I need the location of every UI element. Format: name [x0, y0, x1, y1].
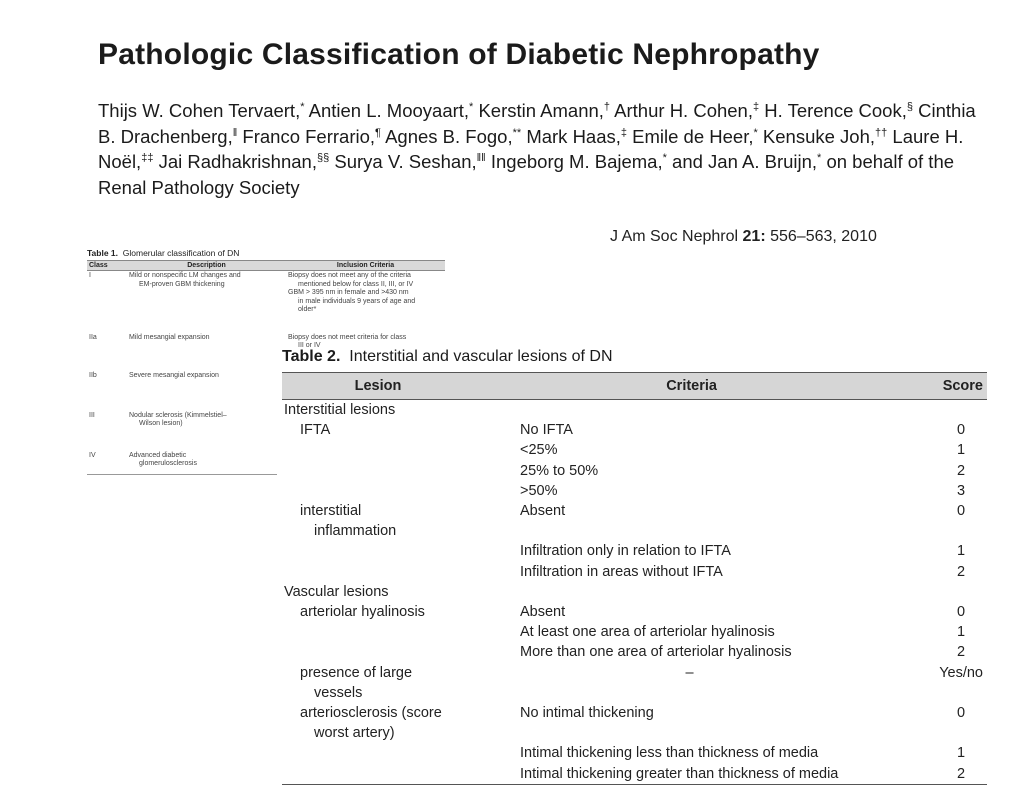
journal-pages: 556–563, 2010 — [770, 228, 877, 245]
t2-criteria-cell: Absent — [520, 503, 566, 520]
author-affiliation-mark: † — [603, 100, 611, 113]
t1-class-cell: IIa — [89, 333, 97, 341]
t2-score-cell: 2 — [957, 644, 966, 661]
t2-score-cell: 2 — [909, 764, 987, 785]
author-name: and Jan A. Bruijn, — [672, 151, 818, 173]
t2-header-criteria: Criteria — [474, 373, 909, 400]
t2-score-cell: 0 — [957, 503, 966, 520]
t1-description-line: Mild mesangial expansion — [129, 333, 210, 341]
t1-description-line: EM-proven GBM thickening — [139, 280, 225, 288]
t1-description-cell — [127, 271, 286, 333]
t2-lesion-line: presence of large — [300, 664, 413, 681]
t1-description-cell — [127, 451, 286, 481]
author-affiliation-mark: * — [300, 100, 305, 113]
t2-score-cell: Yes/no — [939, 664, 983, 681]
t2-score-cell: 1 — [957, 543, 966, 560]
author-affiliation-mark: ‡ — [620, 126, 628, 139]
t2-criteria-cell: Infiltration only in relation to IFTA — [520, 543, 731, 560]
table-row — [282, 622, 987, 642]
author-name: Thijs W. Cohen Tervaert, — [98, 100, 301, 121]
t2-criteria-cell: <25% — [520, 442, 558, 459]
table-row — [282, 663, 987, 703]
t2-lesion-line: arteriosclerosis (score — [300, 705, 442, 722]
t1-criteria-line: mentioned below for class II, III, or IV — [298, 280, 414, 288]
t2-criteria-cell: More than one area of arteriolar hyalinosis — [520, 644, 792, 661]
author-affiliation-mark: § — [906, 100, 913, 113]
t1-criteria-line: Biopsy does not meet any of the criteria — [288, 272, 411, 279]
t2-criteria-cell: – — [685, 664, 694, 681]
table-row — [282, 541, 987, 561]
t2-score-cell: 1 — [957, 442, 966, 459]
journal-volume: 21: — [742, 228, 766, 245]
author-list — [98, 98, 978, 200]
author-affiliation-mark: * — [469, 100, 474, 113]
t2-lesion-line: IFTA — [300, 422, 331, 439]
t2-lesion-cell — [282, 703, 474, 743]
t1-criteria-line: III or IV — [298, 342, 321, 350]
table-row — [282, 562, 987, 582]
t1-description-line: Mild or nonspecific LM changes and — [129, 272, 241, 279]
author-name: Mark Haas, — [526, 125, 621, 147]
author-affiliation-mark: ** — [512, 126, 522, 139]
author-affiliation-mark: * — [753, 126, 758, 139]
t1-description-cell — [127, 333, 286, 371]
author-affiliation-mark: * — [817, 152, 822, 165]
table-row — [282, 764, 987, 785]
t1-class-cell: III — [89, 411, 95, 419]
t2-lesion-cell — [282, 562, 474, 582]
table-row — [282, 743, 987, 763]
t2-lesion-cell — [282, 461, 474, 481]
t2-lesion-cell — [282, 420, 474, 440]
author-name: Kensuke Joh, — [762, 125, 876, 147]
t2-score-cell: 1 — [957, 745, 966, 762]
author-affiliation-mark: ‖‖ — [476, 152, 486, 165]
t2-score-cell: 0 — [957, 604, 966, 621]
author-name: Ingeborg M. Bajema, — [490, 151, 663, 173]
t2-score-cell: 0 — [957, 705, 966, 722]
t2-lesion-cell — [282, 440, 474, 460]
table-row — [282, 440, 987, 460]
t2-criteria-cell: Absent — [520, 604, 566, 621]
table-row — [282, 481, 987, 501]
t2-score-cell: 1 — [957, 624, 966, 641]
author-name: Emile de Heer, — [632, 125, 754, 147]
t2-lesion-cell — [282, 642, 474, 662]
author-name: on behalf of the Renal Pathology Society — [98, 151, 955, 198]
t1-description-line: glomerulosclerosis — [139, 460, 197, 468]
t2-section-heading: Interstitial lesions — [284, 402, 396, 418]
author-name: Laure H. Noël, — [98, 125, 964, 173]
author-affiliation-mark: †† — [875, 126, 888, 139]
t2-score-cell: 0 — [957, 422, 966, 439]
t2-lesion-line: vessels — [314, 684, 363, 701]
author-name: Surya V. Seshan, — [334, 151, 477, 173]
t2-lesion-line: worst artery) — [314, 725, 395, 742]
t1-description-line: Nodular sclerosis (Kimmelstiel– — [129, 411, 227, 419]
table-row — [282, 461, 987, 481]
t2-lesion-line: arteriolar hyalinosis — [300, 604, 425, 621]
t2-lesion-cell — [282, 541, 474, 561]
t1-description-cell — [127, 371, 286, 411]
author-affiliation-mark: * — [662, 152, 667, 165]
t2-section-heading: Vascular lesions — [284, 583, 389, 600]
t1-header-class: Class — [87, 261, 127, 271]
t2-criteria-cell: At least one area of arteriolar hyalinosis — [520, 624, 775, 641]
t2-lesion-cell — [282, 743, 474, 763]
t2-criteria-cell: Infiltration in areas without IFTA — [520, 563, 723, 580]
table-row — [282, 501, 987, 541]
author-affiliation-mark: ‖ — [232, 126, 238, 139]
table-2-caption — [282, 348, 613, 366]
t2-criteria-cell: Intimal thickening greater than thickness of media — [474, 764, 909, 785]
author-affiliation-mark: ¶ — [375, 126, 381, 139]
author-name: H. Terence Cook, — [764, 100, 907, 121]
interstitial-vascular-table — [282, 372, 987, 785]
table-1-caption — [87, 248, 445, 258]
t1-description-line: Wilson lesion) — [139, 420, 183, 428]
t1-criteria-line: in male individuals 9 years of age and — [298, 297, 416, 305]
t2-header-score: Score — [909, 373, 987, 400]
t1-class-cell: IIb — [89, 371, 97, 379]
t2-criteria-cell: 25% to 50% — [520, 462, 599, 479]
t2-criteria-cell: >50% — [520, 482, 558, 499]
t2-criteria-cell: No IFTA — [520, 422, 573, 439]
t1-criteria-cell — [286, 271, 445, 333]
table-row — [282, 642, 987, 662]
author-name: Franco Ferrario, — [242, 125, 376, 147]
t1-criteria-line: GBM > 395 nm in female and >430 nm — [288, 289, 409, 297]
table-row — [282, 420, 987, 440]
t2-lesion-cell — [282, 481, 474, 501]
t2-score-cell: 2 — [957, 563, 966, 580]
t2-lesion-cell — [282, 602, 474, 622]
author-affiliation-mark: ‡‡ — [141, 152, 154, 165]
author-name: Jai Radhakrishnan, — [158, 151, 317, 173]
table-row — [282, 703, 987, 743]
paper-title: Pathologic Classification of Diabetic Nephropathy — [98, 38, 820, 71]
t1-header-criteria: Inclusion Criteria — [286, 261, 445, 271]
t1-criteria-line: older* — [298, 306, 317, 314]
table-row — [282, 602, 987, 622]
t2-criteria-cell: No intimal thickening — [520, 705, 654, 722]
t2-lesion-line: inflammation — [314, 523, 397, 540]
table-1-label: Table 1. — [87, 248, 119, 258]
table-2-title: Interstitial and vascular lesions of DN — [349, 348, 613, 365]
t1-description-line: Advanced diabetic — [129, 451, 187, 459]
table-row — [87, 271, 445, 333]
section-row — [282, 400, 987, 421]
t2-lesion-cell — [282, 622, 474, 642]
t2-score-cell: 2 — [957, 462, 966, 479]
author-affiliation-mark: ‡ — [753, 100, 760, 113]
t1-description-line: Severe mesangial expansion — [129, 371, 219, 379]
t2-lesion-cell — [282, 501, 474, 541]
table-1-bottom-rule — [87, 474, 277, 475]
table-2-label: Table 2. — [282, 348, 341, 365]
t2-header-lesion: Lesion — [282, 373, 474, 400]
author-affiliation-mark: §§ — [316, 152, 330, 165]
author-name: Agnes B. Fogo, — [385, 125, 513, 147]
t1-description-cell — [127, 411, 286, 451]
t2-lesion-cell — [282, 663, 474, 703]
citation — [610, 228, 877, 246]
author-name: Antien L. Mooyaart, — [308, 100, 470, 121]
t1-criteria-line: Biopsy does not meet criteria for class — [288, 333, 407, 341]
t1-class-cell: IV — [89, 451, 96, 459]
author-name: Cinthia B. Drachenberg, — [98, 100, 976, 147]
t2-criteria-cell: Intimal thickening less than thickness of media — [520, 745, 819, 762]
t2-lesion-line: interstitial — [300, 503, 362, 520]
author-name: Arthur H. Cohen, — [614, 100, 753, 121]
journal-name: J Am Soc Nephrol — [610, 228, 739, 245]
section-row — [282, 582, 987, 602]
t2-score-cell: 3 — [957, 482, 966, 499]
t2-lesion-cell — [282, 764, 474, 785]
table-1-title: Glomerular classification of DN — [122, 248, 240, 258]
t1-class-cell: I — [89, 272, 91, 279]
t1-header-description: Description — [127, 261, 286, 271]
author-name: Kerstin Amann, — [478, 100, 604, 121]
